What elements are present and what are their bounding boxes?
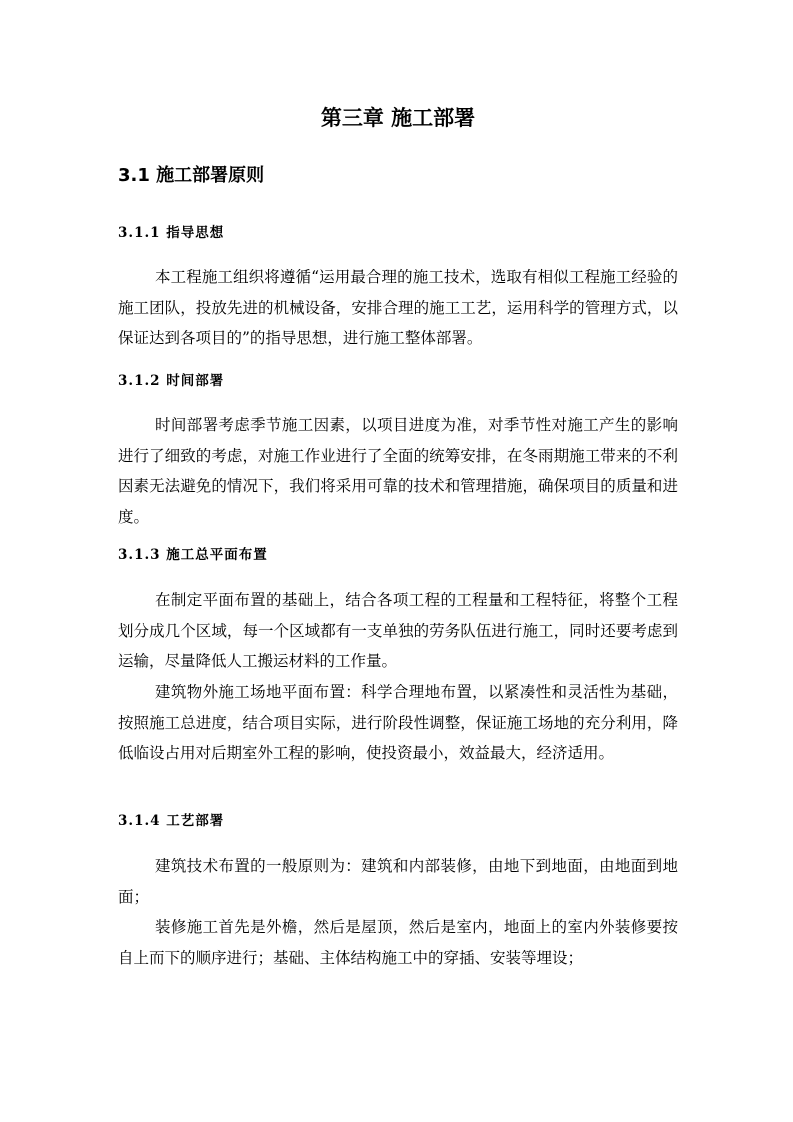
paragraph: 在制定平面布置的基础上，结合各项工程的工程量和工程特征，将整个工程划分成几个区域，每一个区域都有一支单独的劳务队伍进行施工，同时还要考虑到运输，尽量降低人工搬运材料的工作量。 xyxy=(118,591,678,670)
section-heading: 3.1 施工部署原则 xyxy=(118,165,265,186)
subsection-heading: 3.1.1 指导思想 xyxy=(118,225,225,241)
paragraph: 时间部署考虑季节施工因素，以项目进度为准，对季节性对施工产生的影响进行了细致的考虑，对施工作业进行了全面的统筹安排，在冬雨期施工带来的不利因素无法避免的情况下，我们将采用可靠的技术和管理措施，确保项目的质量和进度。 xyxy=(118,416,678,526)
paragraph: 本工程施工组织将遵循“运用最合理的施工技术，选取有相似工程施工经验的施工团队，投放先进的机械设备，安排合理的施工工艺，运用科学的管理方式，以保证达到各项目的”的指导思想，进行施工整体部署。 xyxy=(118,268,678,347)
paragraph: 建筑技术布置的一般原则为：建筑和内部装修，由地下到地面，由地面到地面； xyxy=(118,857,678,906)
paragraph: 装修施工首先是外檐，然后是屋顶，然后是室内，地面上的室内外装修要按自上而下的顺序进行；基础、主体结构施工中的穿插、安装等埋设； xyxy=(118,918,678,967)
paragraph: 建筑物外施工场地平面布置：科学合理地布置，以紧凑性和灵活性为基础，按照施工总进度，结合项目实际，进行阶段性调整，保证施工场地的充分利用，降低临设占用对后期室外工程的影响，使投资最小，效益最大，经济适用。 xyxy=(118,683,678,762)
subsection-heading: 3.1.2 时间部署 xyxy=(118,373,225,389)
subsection-heading: 3.1.3 施工总平面布置 xyxy=(118,547,268,563)
subsection-heading: 3.1.4 工艺部署 xyxy=(118,813,225,829)
chapter-title: 第三章 施工部署 xyxy=(320,106,476,130)
